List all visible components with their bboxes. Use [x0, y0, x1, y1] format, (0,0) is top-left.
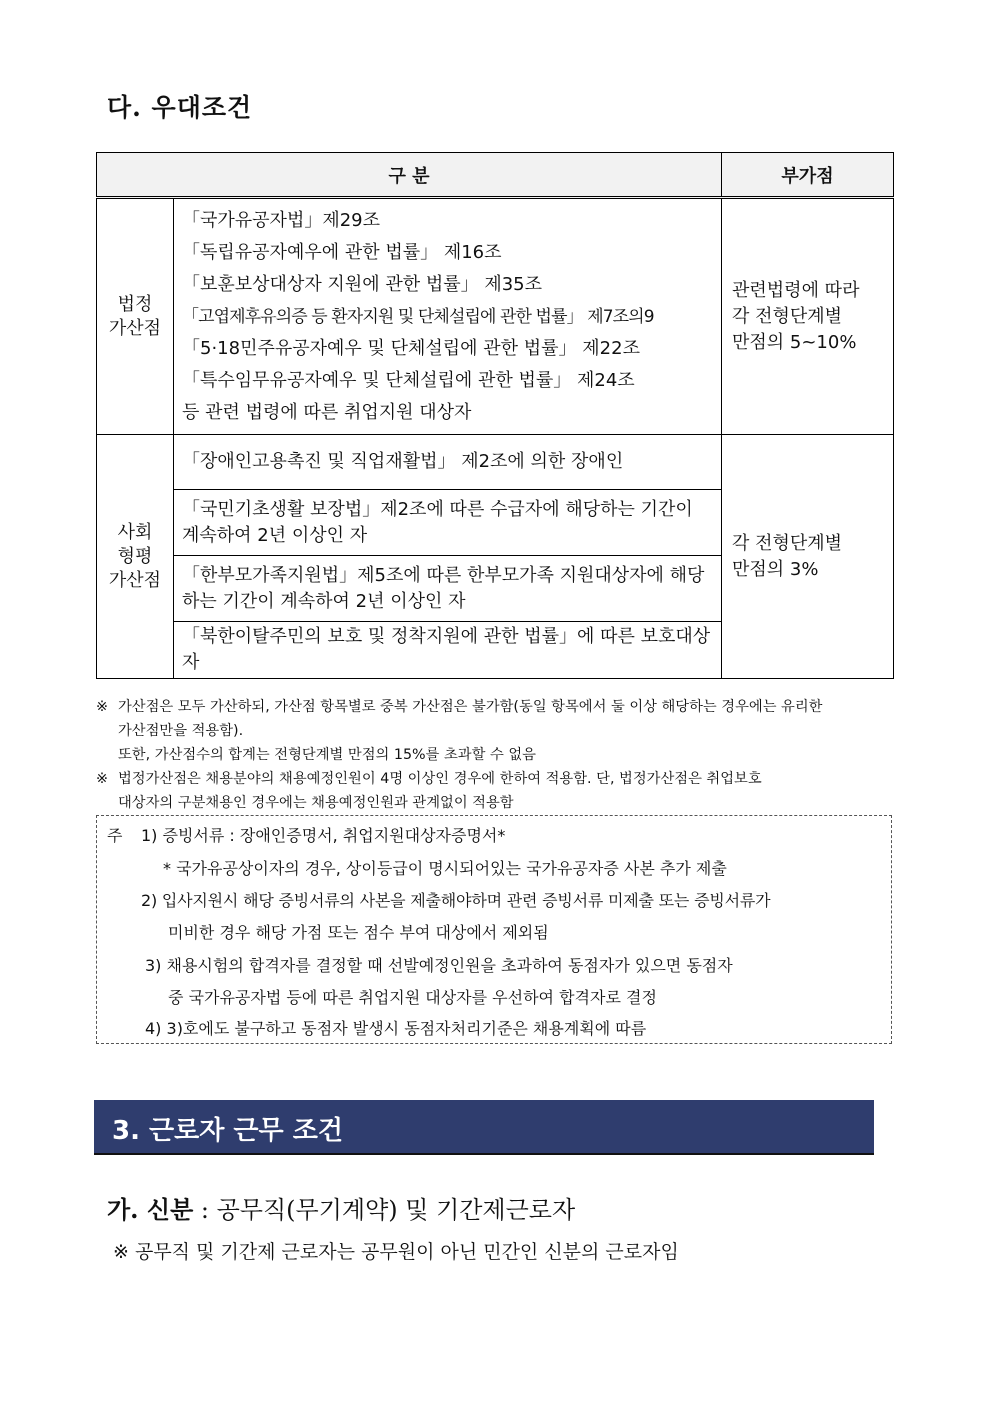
remark-4: 4) 3)호에도 불구하고 동점자 발생시 동점자처리기준은 채용계획에 따름: [145, 1019, 647, 1038]
status-separator: :: [193, 1196, 217, 1224]
legal-laws: [174, 198, 722, 435]
remark-1-sub: * 국가유공상이자의 경우, 상이등급이 명시되어있는 국가유공자증 사본 추가 제출: [163, 859, 727, 878]
note-1-cont: [96, 719, 898, 743]
remark-1: 1) 증빙서류 : 장애인증명서, 취업지원대상자증명서*: [141, 826, 506, 845]
section-heading: 다. 우대조건: [107, 93, 253, 122]
social-item: 「한부모가족지원법」제5조에 따른 한부모가족 지원대상자에 해당하는 기간이 계속하여 2년 이상인 자: [174, 556, 722, 622]
legal-row: [97, 198, 894, 435]
note-text: 또한, 가산점수의 합계는 전형단계별 만점의 15%를 초과할 수 없음: [118, 747, 536, 763]
law-item: 「5·18민주유공자예우 및 단체설립에 관한 법률」 제22조: [182, 337, 640, 359]
remarks-label: 주: [107, 826, 123, 845]
social-item: 「북한이탈주민의 보호 및 정착지원에 관한 법률」에 따른 보호대상자: [174, 622, 722, 679]
reference-mark: ※: [96, 771, 108, 787]
note-2-cont: [96, 791, 898, 815]
note-1-cont: [96, 743, 898, 767]
law-item: 「보훈보상대상자 지원에 관한 법률」 제35조: [182, 273, 542, 295]
remark-3-cont: 중 국가유공자법 등에 따른 취업지원 대상자를 우선하여 합격자로 결정: [168, 988, 657, 1007]
social-item: 「장애인고용촉진 및 직업재활법」 제2조에 의한 장애인: [174, 435, 722, 490]
law-item: 「국가유공자법」제29조: [182, 209, 381, 231]
table-header-row: [97, 153, 894, 198]
law-item: 「특수임무유공자예우 및 단체설립에 관한 법률」 제24조: [182, 369, 635, 391]
law-item: 등 관련 법령에 따른 취업지원 대상자: [182, 401, 472, 423]
status-label: 가. 신분: [107, 1195, 194, 1224]
banner-title: 3. 근로자 근무 조건: [112, 1116, 343, 1146]
law-item: 「독립유공자예우에 관한 법률」 제16조: [182, 241, 502, 263]
legal-bonus: 관련법령에 따라 각 전형단계별 만점의 5~10%: [722, 198, 894, 435]
law-item: 「고엽제후유의증 등 환자지원 및 단체설립에 관한 법률」 제7조의9: [182, 306, 654, 327]
note-text: 가산점은 모두 가산하되, 가산점 항목별로 중복 가산점은 불가함(동일 항목에서 둘 이상 해당하는 경우에는 유리한: [118, 699, 823, 715]
remark-2-cont: 미비한 경우 해당 가점 또는 점수 부여 대상에서 제외됨: [168, 923, 549, 942]
remarks-box: [96, 815, 892, 1044]
remark-2: 2) 입사지원시 해당 증빙서류의 사본을 제출해야하며 관련 증빙서류 미제출 또는 증빙서류가: [141, 891, 771, 910]
header-category: 구 분: [97, 153, 722, 198]
social-row: [97, 435, 894, 490]
section-banner: [94, 1100, 874, 1155]
note-1: [96, 695, 898, 719]
status-line: [107, 1190, 575, 1225]
header-bonus: 부가점: [722, 153, 894, 198]
note-text: 가산점만을 적용함).: [118, 723, 244, 739]
legal-category: 법정 가산점: [97, 198, 174, 435]
note-text: 대상자의 구분채용인 경우에는 채용예정인원과 관계없이 적용함: [118, 795, 514, 811]
preference-table: [96, 152, 894, 679]
notes: [96, 695, 898, 815]
note-2: [96, 767, 898, 791]
social-bonus: 각 전형단계별 만점의 3%: [722, 435, 894, 679]
remark-3: 3) 채용시험의 합격자를 결정할 때 선발예정인원을 초과하여 동점자가 있으면 동점자: [145, 956, 733, 975]
reference-mark: ※: [96, 699, 108, 715]
status-value: 공무직(무기계약) 및 기간제근로자: [216, 1196, 576, 1224]
status-note: ※ 공무직 및 기간제 근로자는 공무원이 아닌 민간인 신분의 근로자임: [113, 1241, 679, 1263]
social-category: 사회 형평 가산점: [97, 435, 174, 679]
note-text: 법정가산점은 채용분야의 채용예정인원이 4명 이상인 경우에 한하여 적용함. 단, 법정가산점은 취업보호: [118, 771, 762, 787]
social-item: 「국민기초생활 보장법」제2조에 따른 수급자에 해당하는 기간이 계속하여 2년 이상인 자: [174, 490, 722, 556]
